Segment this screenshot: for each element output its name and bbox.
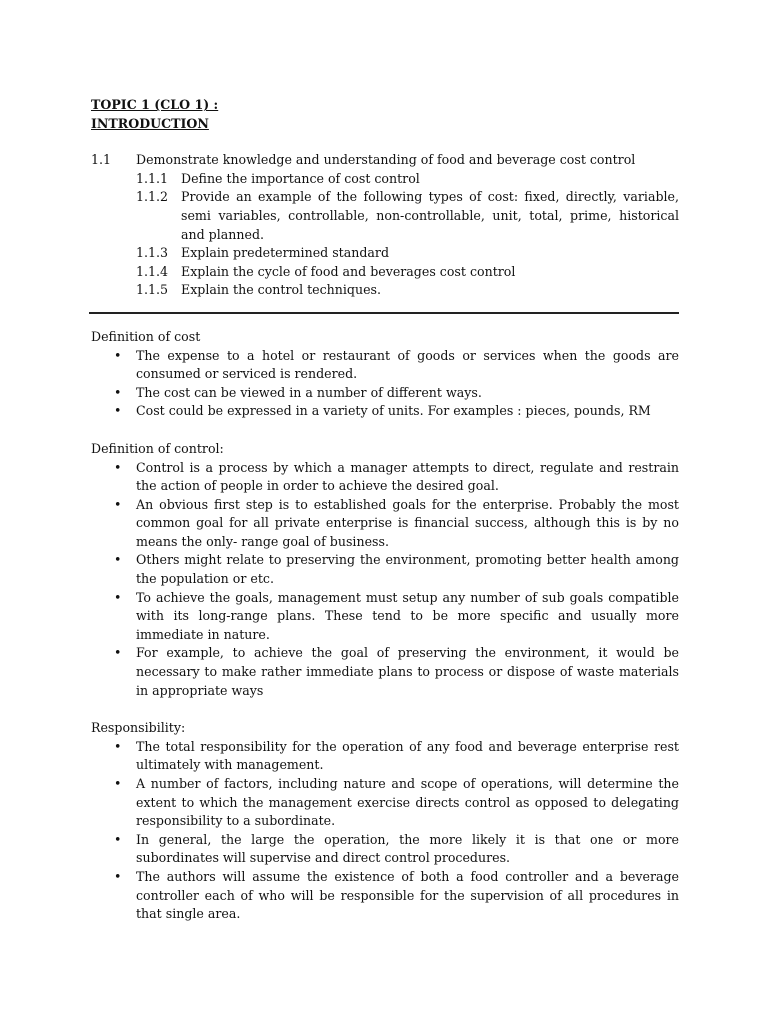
objective-item bbox=[91, 244, 679, 263]
bullet-text: To achieve the goals, management must setup any number of sub goals compatible with its long-range plans. These tend to be more specific and usually more immediate in nature. bbox=[136, 589, 679, 642]
bullet-icon: • bbox=[114, 589, 122, 605]
bullet-item bbox=[91, 459, 679, 496]
topic-title: TOPIC 1 (CLO 1) : bbox=[91, 97, 219, 112]
bullet-text: A number of factors, including nature and scope of operations, will determine the extent to which the management exercise directs control as opposed to delegating responsibility to a subordinate. bbox=[136, 776, 679, 829]
bullet-list bbox=[91, 347, 679, 421]
bullet-item bbox=[91, 775, 679, 831]
bullet-text: An obvious first step is to established goals for the enterprise. Probably the most common goal for all private enterprise is financial success, although this is by no means the only- range goal of business. bbox=[136, 496, 679, 549]
topic-subtitle: INTRODUCTION bbox=[91, 115, 209, 131]
bullet-text: Others might relate to preserving the environment, promoting better health among the population or etc. bbox=[136, 552, 679, 587]
section bbox=[91, 328, 679, 421]
bullet-text: Cost could be expressed in a variety of units. For examples : pieces, pounds, RM bbox=[136, 403, 651, 419]
bullet-text: For example, to achieve the goal of preserving the environment, it would be necessary to make rather immediate plans to process or dispose of waste materials in appropriate ways bbox=[136, 645, 679, 698]
objective-number: 1.1 bbox=[91, 152, 112, 168]
bullet-text: The total responsibility for the operation of any food and beverage enterprise rest ultimately with management. bbox=[136, 738, 679, 773]
bullet-text: The cost can be viewed in a number of different ways. bbox=[136, 384, 482, 400]
bullet-icon: • bbox=[114, 347, 122, 363]
objective-item bbox=[91, 188, 679, 244]
objective-item-text: Explain predetermined standard bbox=[181, 245, 390, 261]
objective-item-number: 1.1.1 bbox=[136, 170, 169, 186]
bullet-text: In general, the large the operation, the more likely it is that one or more subordinates will supervise and direct control procedures. bbox=[136, 831, 679, 866]
bullet-icon: • bbox=[114, 384, 122, 400]
bullet-list bbox=[91, 738, 679, 924]
objective-item bbox=[91, 263, 679, 282]
bullet-item bbox=[91, 831, 679, 868]
section bbox=[91, 440, 679, 700]
bullet-icon: • bbox=[114, 831, 122, 847]
section bbox=[91, 719, 679, 924]
bullet-item bbox=[91, 384, 679, 403]
objective-item-text: Define the importance of cost control bbox=[181, 170, 420, 186]
objective-item-number: 1.1.2 bbox=[136, 189, 169, 205]
bullet-text: Control is a process by which a manager attempts to direct, regulate and restrain the action of people in order to achieve the desired goal. bbox=[136, 459, 679, 494]
objective-item-text: Explain the cycle of food and beverages cost control bbox=[181, 263, 516, 279]
bullet-item bbox=[91, 738, 679, 775]
bullet-text: The authors will assume the existence of both a food controller and a beverage controller each of who will be responsible for the supervision of all procedures in that single area. bbox=[136, 868, 679, 922]
section-heading: Definition of cost bbox=[91, 328, 201, 344]
bullet-item bbox=[91, 551, 679, 588]
bullet-text: The expense to a hotel or restaurant of goods or services when the goods are consumed or serviced is rendered. bbox=[136, 347, 679, 382]
objective-list bbox=[91, 170, 679, 300]
objective-text: Demonstrate knowledge and understanding of food and beverage cost control bbox=[136, 152, 636, 168]
divider-line bbox=[89, 312, 679, 314]
bullet-icon: • bbox=[114, 645, 122, 661]
bullet-item bbox=[91, 589, 679, 645]
document-content bbox=[91, 96, 679, 924]
bullet-icon: • bbox=[114, 403, 122, 419]
objective-item-number: 1.1.3 bbox=[136, 245, 169, 261]
bullet-icon: • bbox=[114, 459, 122, 475]
bullet-icon: • bbox=[114, 776, 122, 791]
bullet-item bbox=[91, 644, 679, 700]
bullet-icon: • bbox=[114, 552, 122, 568]
section-heading: Responsibility: bbox=[91, 720, 186, 736]
bullet-icon: • bbox=[114, 868, 122, 884]
bullet-icon: • bbox=[114, 738, 122, 754]
objective-item-number: 1.1.5 bbox=[136, 282, 169, 298]
bullet-item bbox=[91, 347, 679, 384]
sections-container bbox=[91, 328, 679, 924]
bullet-item bbox=[91, 868, 679, 924]
objective-heading bbox=[91, 151, 679, 170]
objective-item-number: 1.1.4 bbox=[136, 263, 169, 279]
bullet-item bbox=[91, 496, 679, 552]
objective-item-text: Provide an example of the following types of cost: fixed, directly, variable, semi variables, controllable, non-controllable, unit, total, prime, historical and planned. bbox=[181, 189, 679, 242]
objective-item bbox=[91, 170, 679, 189]
bullet-icon: • bbox=[114, 496, 122, 512]
objective-item bbox=[91, 281, 679, 300]
bullet-item bbox=[91, 402, 679, 421]
objective-item-text: Explain the control techniques. bbox=[181, 282, 382, 298]
bullet-list bbox=[91, 459, 679, 701]
section-heading: Definition of control: bbox=[91, 440, 224, 456]
